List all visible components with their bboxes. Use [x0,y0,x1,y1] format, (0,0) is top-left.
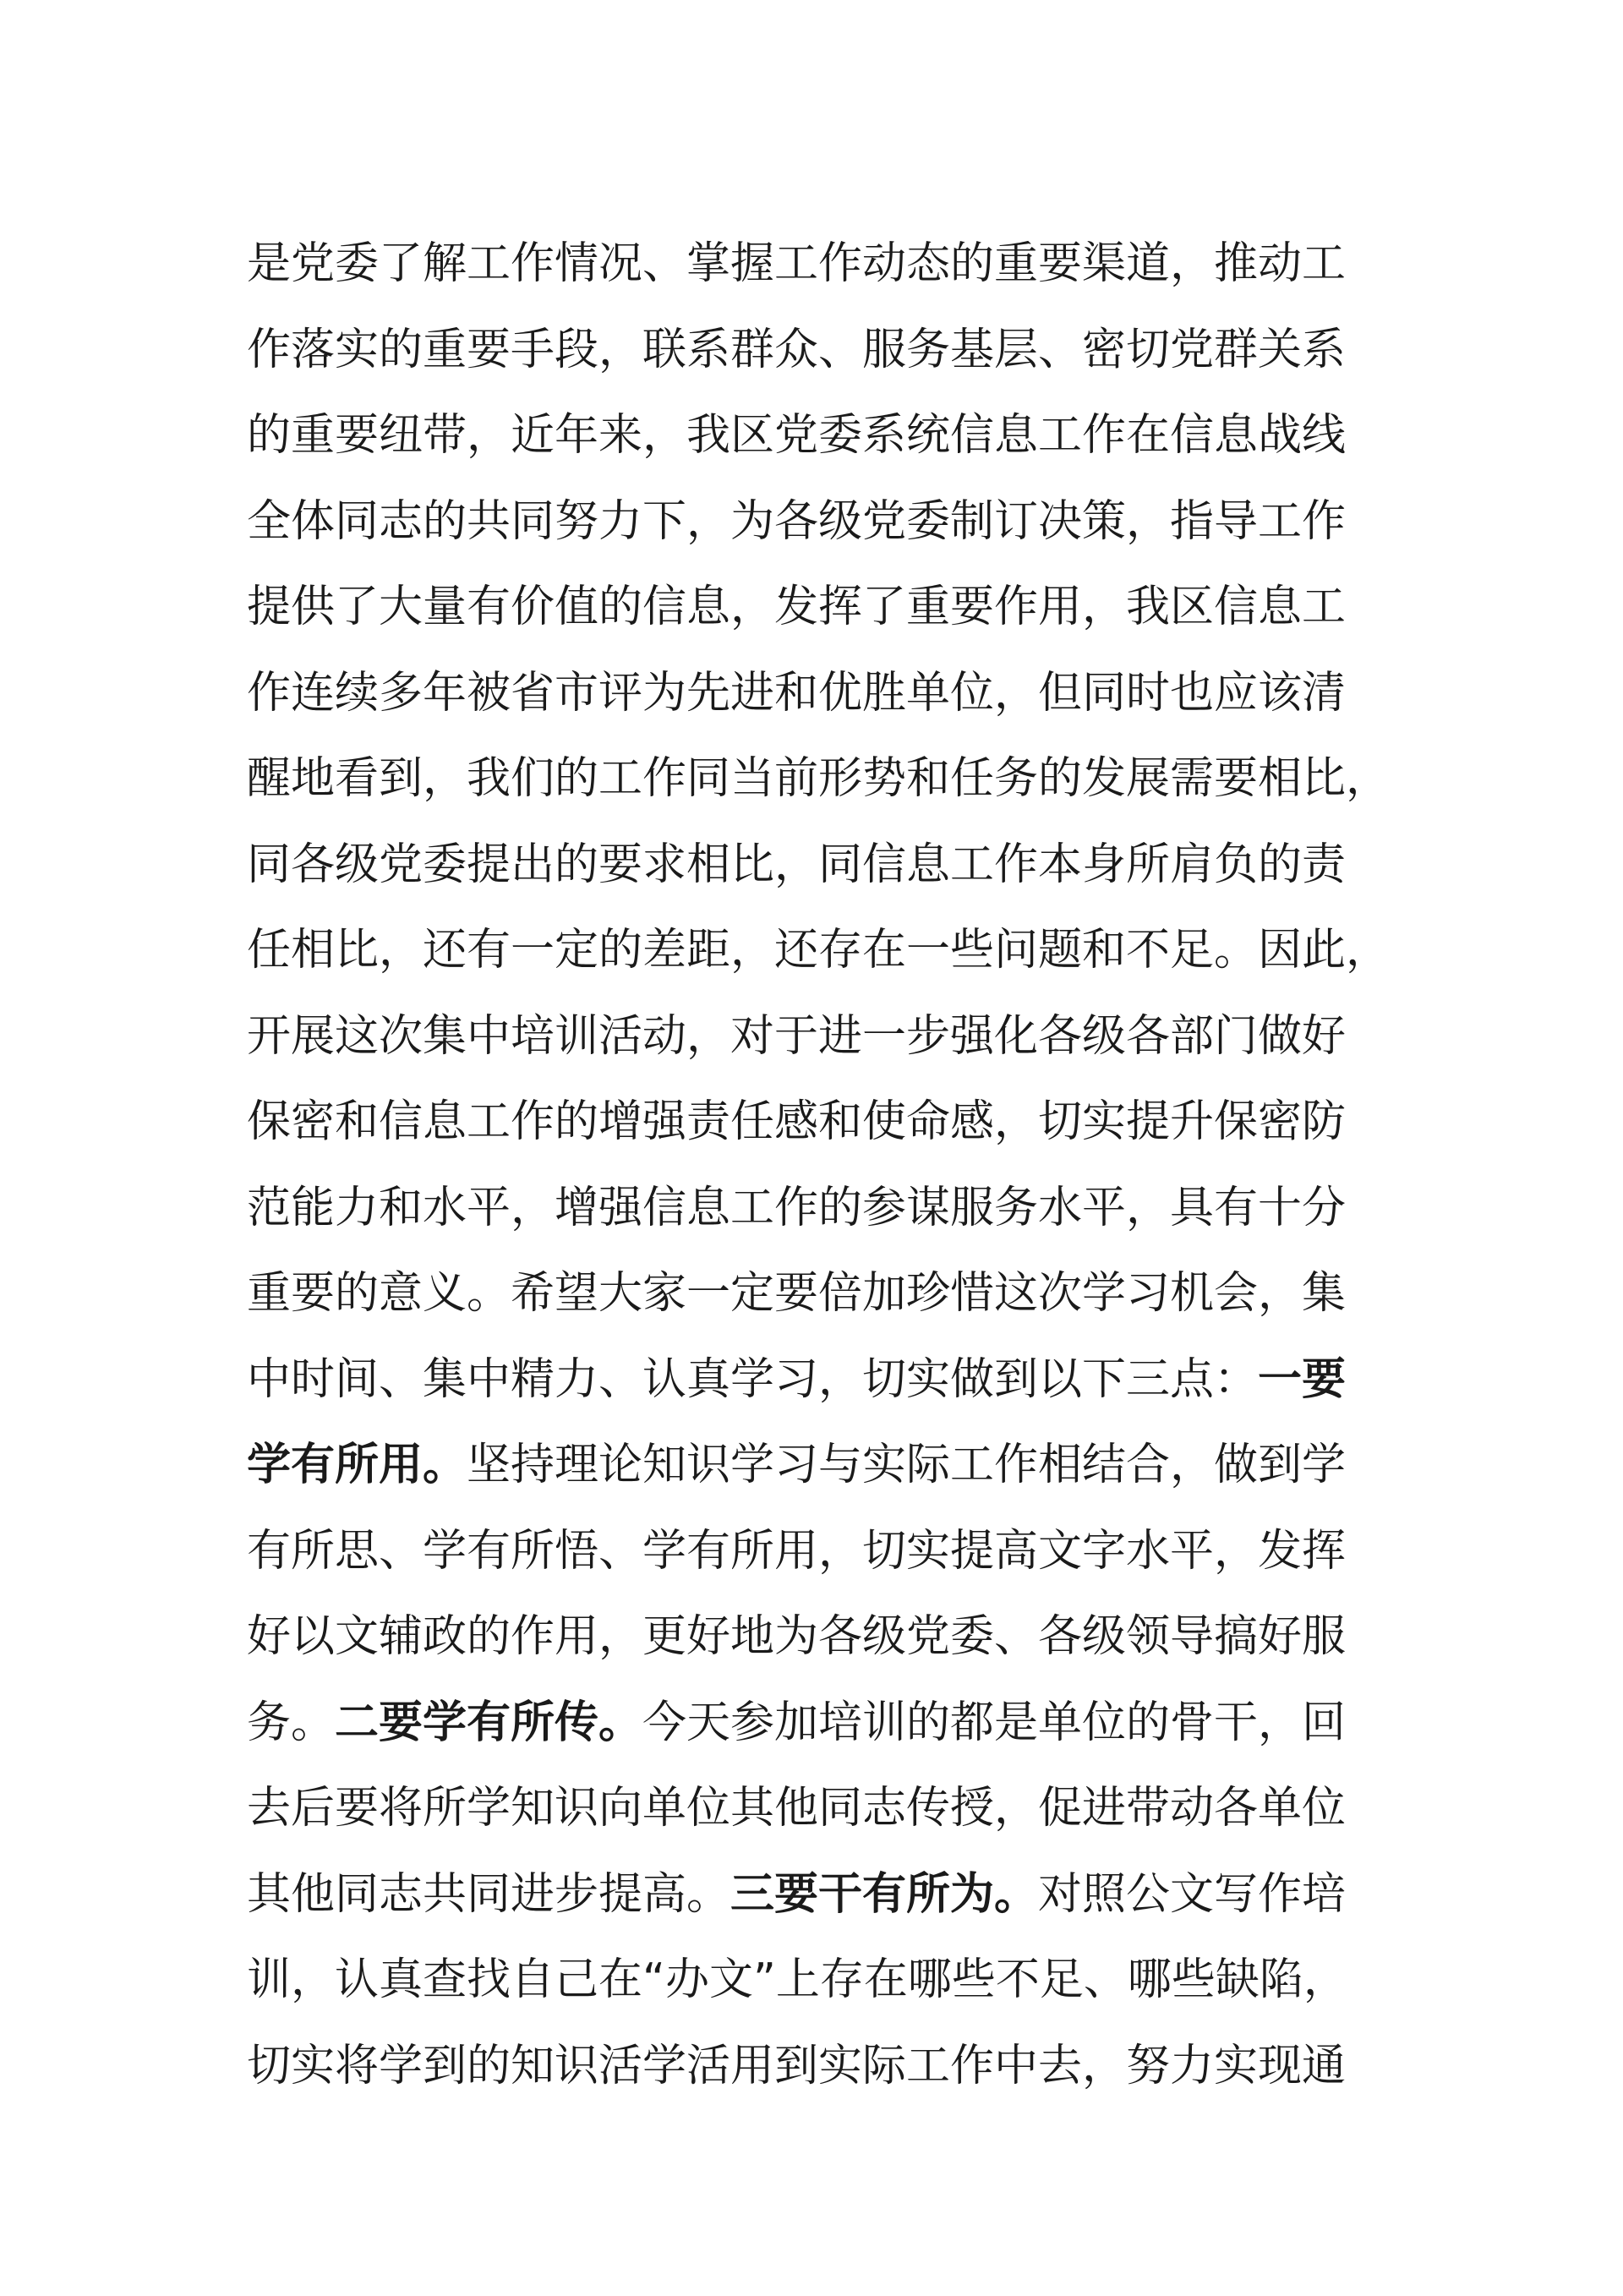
bold-text-segment: 学有所用。 [247,1440,467,1490]
text-segment: 醒地看到，我们的工作同当前形势和任务的发展需要相比， [247,753,1391,804]
text-line [247,736,1391,823]
text-line [247,1594,1363,1681]
text-segment: 范能力和水平，增强信息工作的参谋服务水平，具有十分 [247,1182,1347,1233]
text-segment: 今天参加培训的都是单位的骨干，回 [642,1697,1347,1748]
text-segment: 提供了大量有价值的信息，发挥了重要作用，我区信息工 [247,582,1347,632]
text-line [247,994,1363,1080]
text-segment: 切实将学到的知识活学活用到实际工作中去，努力实现通 [247,2040,1347,2091]
text-line [247,1080,1363,1166]
text-line [247,1938,1363,2024]
text-segment: 作落实的重要手段，联系群众、服务基层、密切党群关系 [247,324,1347,375]
text-line [247,479,1363,566]
body-paragraph [247,221,1391,2109]
text-segment: 任相比，还有一定的差距，还存在一些问题和不足。因此， [247,925,1391,976]
text-segment: 同各级党委提出的要求相比，同信息工作本身所肩负的责 [247,839,1347,890]
text-line [247,1509,1363,1595]
text-line [247,1852,1363,1938]
text-line [247,393,1363,479]
text-line [247,1251,1363,1337]
text-line [247,1423,1363,1509]
text-segment: 中时间、集中精力、认真学习，切实做到以下三点： [247,1353,1259,1405]
text-line [247,1766,1363,1852]
text-segment: 坚持理论知识学习与实际工作相结合，做到学 [467,1440,1347,1490]
text-segment: 是党委了解工作情况、掌握工作动态的重要渠道，推动工 [247,238,1347,289]
text-segment: 有所思、学有所悟、学有所用，切实提高文字水平，发挥 [247,1525,1347,1577]
text-segment: 其他同志共同进步提高。 [247,1868,731,1920]
text-segment: 作连续多年被省市评为先进和优胜单位，但同时也应该清 [247,667,1347,719]
text-segment: 全体同志的共同努力下，为各级党委制订决策，指导工作 [247,495,1347,547]
text-segment: 去后要将所学知识向单位其他同志传授，促进带动各单位 [247,1783,1347,1834]
text-segment: 训，认真查找自己在“办文”上存在哪些不足、哪些缺陷， [247,1954,1347,2005]
text-line [247,308,1363,394]
text-line [247,221,1363,308]
text-segment: 好以文辅政的作用，更好地为各级党委、各级领导搞好服 [247,1611,1347,1662]
text-segment: 的重要纽带，近年来，我区党委系统信息工作在信息战线 [247,410,1347,461]
text-line [247,565,1363,651]
bold-text-segment: 三要干有所为。 [730,1868,1039,1920]
bold-text-segment: 一要 [1258,1353,1347,1405]
text-line [247,823,1363,909]
text-segment: 开展这次集中培训活动，对于进一步强化各级各部门做好 [247,1010,1347,1062]
text-line [247,651,1363,737]
text-line [247,1166,1363,1252]
text-line [247,1337,1363,1424]
text-segment: 务。 [247,1697,336,1748]
text-segment: 保密和信息工作的增强责任感和使命感，切实提升保密防 [247,1096,1347,1147]
text-line [247,2024,1363,2110]
bold-text-segment: 二要学有所传。 [335,1697,643,1748]
text-line [247,908,1391,994]
text-line [247,1681,1363,1767]
text-segment: 对照公文写作培 [1038,1868,1347,1920]
text-segment: 重要的意义。希望大家一定要倍加珍惜这次学习机会，集 [247,1268,1347,1319]
